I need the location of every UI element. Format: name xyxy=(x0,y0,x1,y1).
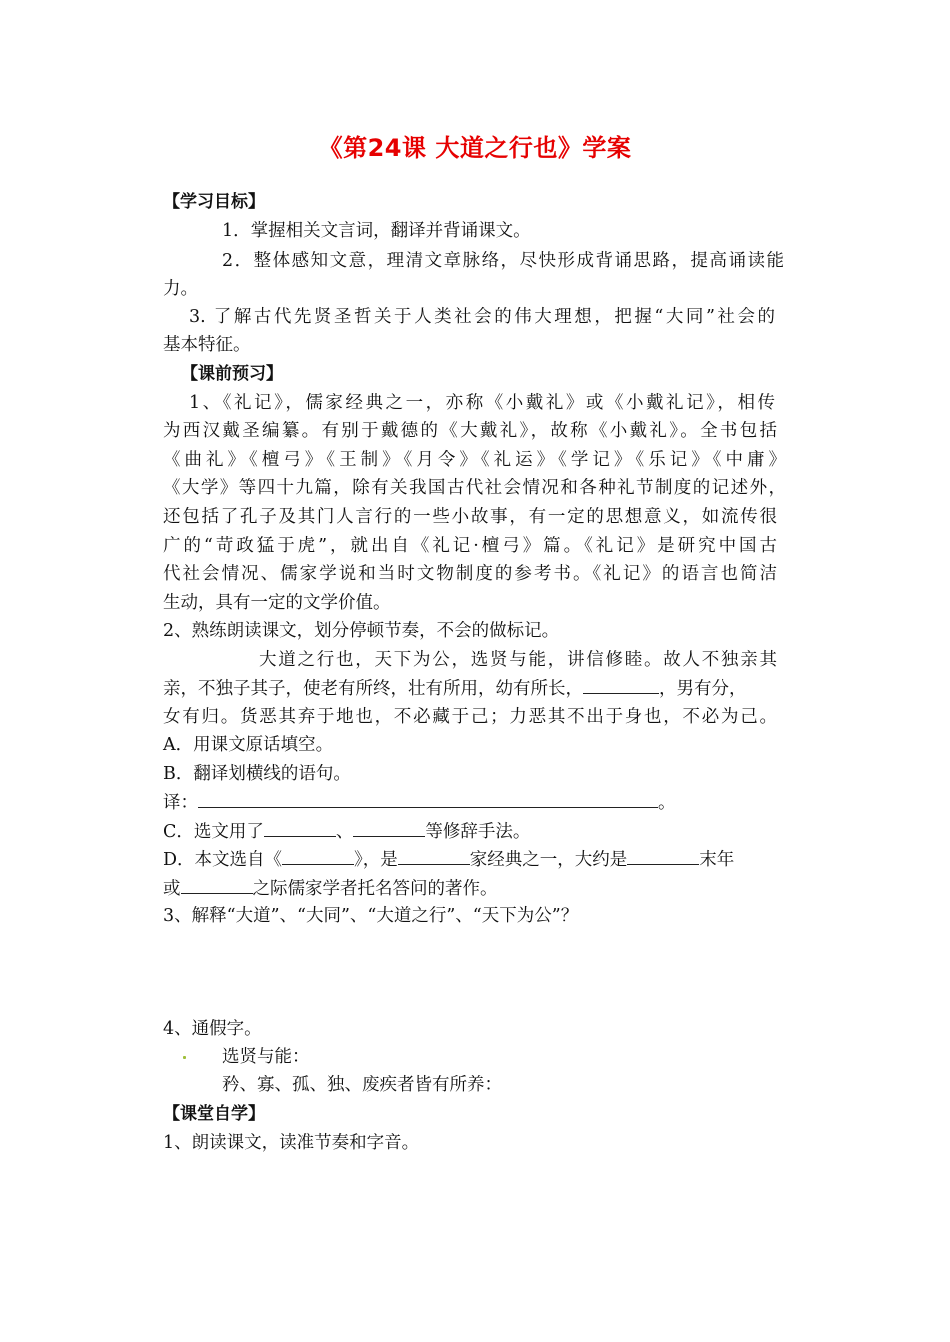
goal-item-3: 3. 了解古代先贤圣哲关于人类社会的伟大理想，把握“大同”社会的 xyxy=(189,307,775,327)
fill-blank[interactable] xyxy=(398,848,470,865)
translation-end: 。 xyxy=(658,793,676,813)
translation-line xyxy=(163,791,676,814)
question-d-text: D．本文选自《 xyxy=(163,850,283,870)
question-c-text: C．选文用了 xyxy=(163,822,264,842)
fill-blank[interactable] xyxy=(353,820,425,837)
preview-heading: 【课前预习】 xyxy=(181,364,283,384)
goals-heading: 【学习目标】 xyxy=(163,192,265,212)
page-title: 《第24课 大道之行也》学案 xyxy=(318,134,632,162)
question-d-text: 或 xyxy=(163,879,181,899)
preview-item-2: 2、熟练朗读课文，划分停顿节奏，不会的做标记。 xyxy=(163,621,560,641)
question-d-text: 》，是 xyxy=(354,850,398,870)
scan-mark xyxy=(183,1056,186,1059)
preview-para-1-line: 广的“苛政猛于虎”，就出自《礼记·檀弓》篇。《礼记》是研究中国古 xyxy=(163,536,777,556)
fill-blank[interactable] xyxy=(181,877,253,894)
preview-para-1-line: 代社会情况、儒家学说和当时文物制度的参考书。《礼记》的语言也简洁 xyxy=(163,564,777,584)
preview-item-4: 4、通假字。 xyxy=(163,1019,262,1039)
question-d xyxy=(163,848,734,871)
translation-blank[interactable] xyxy=(198,791,658,808)
excerpt-line-2 xyxy=(163,677,747,700)
question-d-cont xyxy=(163,877,498,900)
goal-item-2: 2．整体感知文意，理清文章脉络，尽快形成背诵思路，提高诵读能 xyxy=(222,251,784,271)
translation-label: 译： xyxy=(163,793,198,813)
excerpt-line-3: 女有归。货恶其弃于地也，不必藏于己；力恶其不出于身也，不必为己。 xyxy=(163,707,777,727)
goal-item-2-cont: 力。 xyxy=(163,279,198,299)
fill-blank[interactable] xyxy=(583,677,659,694)
question-d-text: 家经典之一，大约是 xyxy=(469,850,628,870)
preview-para-1-line: 1、《礼记》，儒家经典之一，亦称《小戴礼》或《小戴礼记》，相传 xyxy=(189,393,775,413)
preview-item-3: 3、解释“大道”、“大同”、“大道之行”、“天下为公”？ xyxy=(163,906,579,926)
goal-item-1: 1．掌握相关文言词，翻译并背诵课文。 xyxy=(222,221,531,241)
question-a: A．用课文原话填空。 xyxy=(163,735,334,755)
excerpt-line-2-end: ，男有分， xyxy=(659,679,747,699)
question-d-text: 末年 xyxy=(699,850,735,870)
tongjia-item-1: 选贤与能： xyxy=(222,1047,310,1067)
fill-blank[interactable] xyxy=(264,820,336,837)
preview-para-1-line: 为西汉戴圣编纂。有别于戴德的《大戴礼》，故称《小戴礼》。全书包括 xyxy=(163,421,777,441)
question-b: B．翻译划横线的语句。 xyxy=(163,764,351,784)
preview-para-1-line: 生动，具有一定的文学价值。 xyxy=(163,593,391,613)
question-c-sep: 、 xyxy=(335,822,354,842)
question-d-text: 之际儒家学者托名答问的著作。 xyxy=(252,879,498,899)
class-item-1: 1、朗读课文，读准节奏和字音。 xyxy=(163,1133,420,1153)
tongjia-item-2: 矜、寡、孤、独、废疾者皆有所养： xyxy=(222,1075,502,1095)
fill-blank[interactable] xyxy=(627,848,699,865)
question-c xyxy=(163,820,530,843)
excerpt-line-1: 大道之行也，天下为公，选贤与能，讲信修睦。故人不独亲其 xyxy=(259,650,777,670)
excerpt-line-2-text: 亲，不独子其子，使老有所终，壮有所用，幼有所长， xyxy=(163,679,583,699)
fill-blank[interactable] xyxy=(282,848,354,865)
preview-para-1-line: 还包括了孔子及其门人言行的一些小故事，有一定的思想意义，如流传很 xyxy=(163,507,777,527)
goal-item-3-cont: 基本特征。 xyxy=(163,335,251,355)
preview-para-1-line: 《曲礼》《檀弓》《王制》《月令》《礼运》《学记》《乐记》《中庸》 xyxy=(163,450,786,470)
question-c-end: 等修辞手法。 xyxy=(425,822,531,842)
class-heading: 【课堂自学】 xyxy=(163,1104,265,1124)
preview-para-1-line: 《大学》等四十九篇，除有关我国古代社会情况和各种礼节制度的记述外， xyxy=(163,478,786,498)
